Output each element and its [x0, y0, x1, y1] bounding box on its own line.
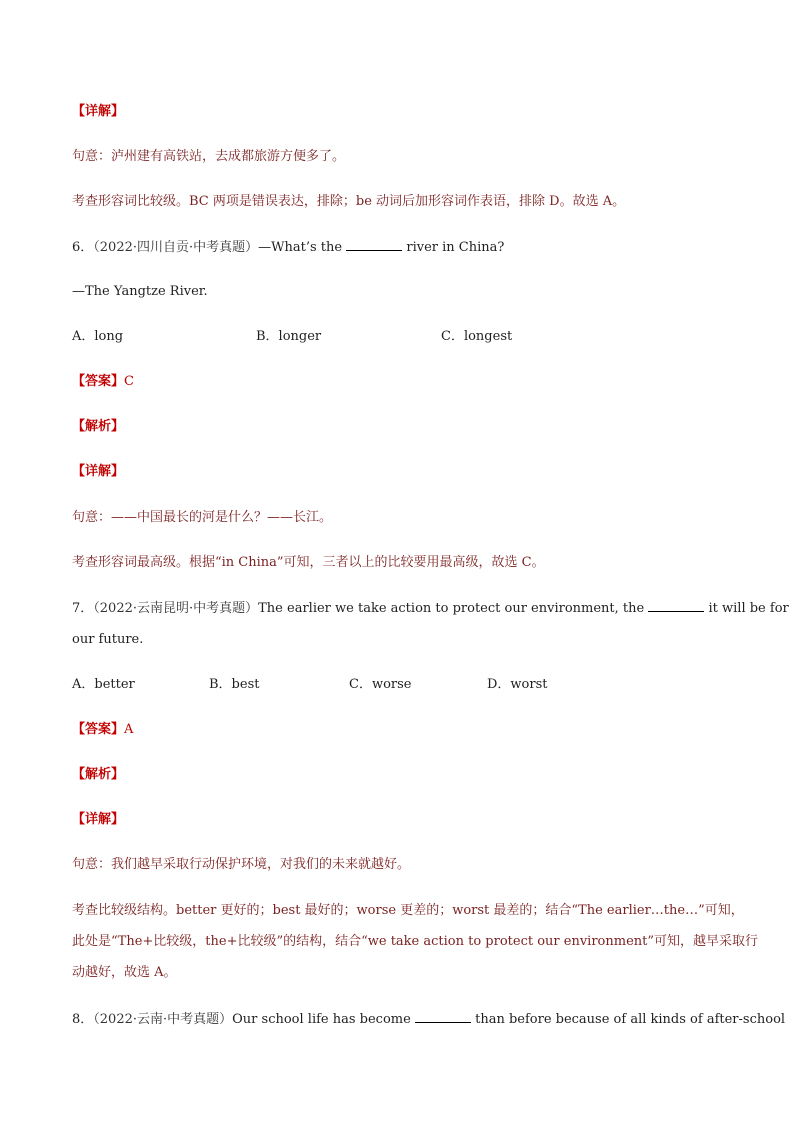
q7-source: （2022·云南昆明·中考真题） — [93, 601, 259, 616]
q8-stem-part1: Our school life has become — [232, 1012, 411, 1027]
q7-explanation-line2: 此处是“The+比较级，the+比较级”的结构，结合“we take action to protect our environment”可知，越早采取行 — [72, 934, 759, 949]
q7-stem — [72, 599, 789, 618]
q7-explanation-line1: 考查比较级结构。better 更好的；best 最好的；worse 更差的；worst 最差的；结合“The earlier…the…”可知， — [72, 903, 744, 918]
q8-stem — [72, 1010, 785, 1029]
q6-reply: —The Yangtze River. — [72, 284, 208, 299]
q6-option-a[interactable]: A．long — [72, 329, 124, 344]
q7-stem-line2: our future. — [72, 632, 144, 647]
q7-option-d[interactable]: D．worst — [487, 677, 548, 692]
q6-meaning: 句意：——中国最长的河是什么？——长江。 — [72, 510, 333, 525]
q7-number: 7． — [72, 601, 94, 616]
q6-stem-part1: —What’s the — [258, 240, 343, 255]
q6-option-c[interactable]: C．longest — [441, 329, 513, 344]
analysis-label-q6: 【解析】 — [72, 419, 125, 434]
q8-source: （2022·云南·中考真题） — [93, 1012, 233, 1027]
q7-stem-part2: it will be for — [708, 601, 789, 616]
q6-explanation: 考查形容词最高级。根据“in China”可知，三者以上的比较要用最高级，故选 C。 — [72, 555, 545, 570]
analysis-label-q7: 【解析】 — [72, 767, 125, 782]
detail-label-q7: 【详解】 — [72, 812, 125, 827]
detail-label-q6: 【详解】 — [72, 464, 125, 479]
q7-explanation-line3: 动越好，故选 A。 — [72, 965, 177, 980]
q6-answer-value: C — [124, 374, 134, 389]
q6-stem — [72, 238, 504, 257]
q6-answer-row — [72, 373, 134, 391]
q7-answer-value: A — [124, 722, 134, 737]
q5-explanation: 考查形容词比较级。BC 两项是错误表达，排除；be 动词后加形容词作表语，排除 D。故选 A。 — [72, 194, 626, 209]
q8-blank[interactable] — [415, 1010, 471, 1023]
answer-label-q6: 【答案】 — [72, 374, 125, 389]
q6-stem-part2: river in China? — [406, 240, 505, 255]
q6-number: 6． — [72, 240, 94, 255]
q6-source: （2022·四川自贡·中考真题） — [93, 240, 259, 255]
q7-blank[interactable] — [648, 599, 704, 612]
q7-option-b[interactable]: B．best — [209, 677, 260, 692]
q7-option-a[interactable]: A．better — [72, 677, 135, 692]
q8-number: 8． — [72, 1012, 94, 1027]
detail-label-q5: 【详解】 — [72, 104, 125, 119]
q6-option-b[interactable]: B．longer — [256, 329, 322, 344]
q8-stem-part2: than before because of all kinds of after-school — [475, 1012, 786, 1027]
q6-blank[interactable] — [346, 238, 402, 251]
q5-meaning: 句意：泸州建有高铁站，去成都旅游方便多了。 — [72, 149, 346, 164]
q7-option-c[interactable]: C．worse — [349, 677, 412, 692]
q7-meaning: 句意：我们越早采取行动保护环境，对我们的未来就越好。 — [72, 857, 411, 872]
q7-answer-row — [72, 721, 133, 739]
q7-stem-part1: The earlier we take action to protect our environment, the — [258, 601, 645, 616]
answer-label-q7: 【答案】 — [72, 722, 125, 737]
